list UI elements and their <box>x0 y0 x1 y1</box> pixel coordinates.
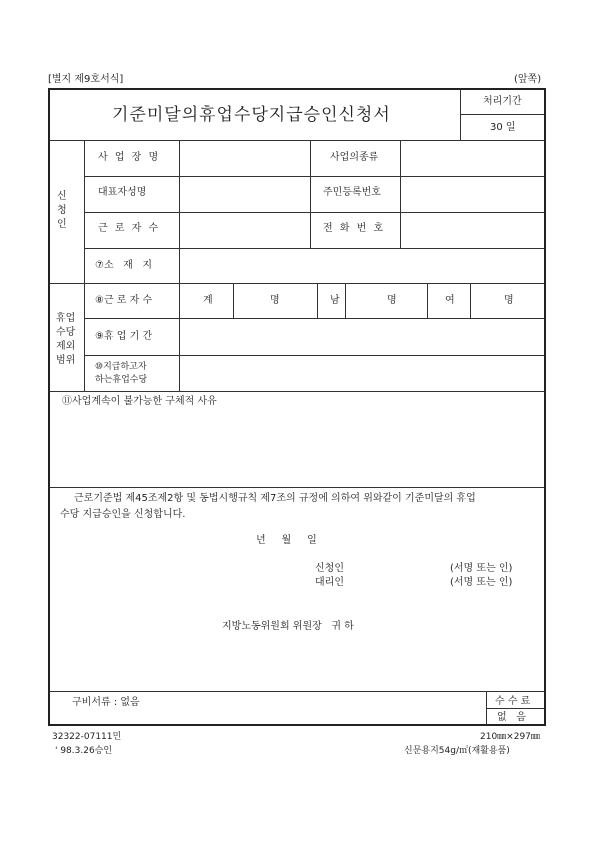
workers-label: 근 로 자 수 <box>98 223 161 234</box>
paper-type: 신문용지54g/㎡(재활용품) <box>404 746 510 756</box>
applicant-label: 신청인 <box>315 563 344 574</box>
female-unit: 명 <box>504 295 514 306</box>
page-side: (앞쪽) <box>514 74 542 85</box>
reason-label: ⑪사업계속이 불가능한 구체적 사유 <box>62 396 217 407</box>
applicant-group-label: 신 청 인 <box>57 191 67 230</box>
required-documents: 구비서류 : 없음 <box>72 697 140 708</box>
statement-line-2: 수당 지급승인을 신청합니다. <box>60 509 186 520</box>
processing-label: 처리기간 <box>483 96 522 107</box>
total-label: 계 <box>203 295 213 306</box>
frame-right <box>544 88 546 726</box>
business-name-label: 사 업 장 명 <box>98 152 161 163</box>
period-label: ⑨휴 업 기 간 <box>95 331 153 342</box>
agent-sign: (서명 또는 인) <box>450 577 513 588</box>
address-label: ⑦소 재 지 <box>95 260 153 271</box>
male-label: 남 <box>330 295 340 306</box>
agent-label: 대리인 <box>315 577 344 588</box>
form-code: 32322-07111민 <box>52 732 122 742</box>
addressee: 지방노동위원회 위원장 귀 하 <box>222 621 354 632</box>
representative-label: 대표자성명 <box>98 187 147 198</box>
allowance-label-1: ⑩지급하고자 <box>95 362 147 372</box>
statement-line-1: 근로기준법 제45조제2항 및 동법시행규칙 제7조의 규정에 의하여 위와같이 기준미달의 휴업 <box>74 493 476 504</box>
processing-value: 30 일 <box>490 122 516 133</box>
date-line: 년 월 일 <box>256 535 317 546</box>
phone-label: 전 화 번 호 <box>323 223 386 234</box>
form-title: 기준미달의휴업수당지급승인신청서 <box>112 105 391 125</box>
allowance-label-2: 하는휴업수당 <box>95 375 148 385</box>
resident-number-label: 주민등록번호 <box>323 187 381 198</box>
form-number: [별지 제9호서식] <box>48 74 124 85</box>
business-type-label: 사업의종류 <box>330 152 379 163</box>
frame-top <box>48 88 546 90</box>
paper-size: 210㎜×297㎜ <box>480 732 540 742</box>
scope-workers-label: ⑧근 로 자 수 <box>95 295 153 306</box>
frame-left <box>48 88 50 726</box>
male-unit: 명 <box>387 295 397 306</box>
total-unit: 명 <box>270 295 280 306</box>
approval-date: ' 98.3.26승인 <box>55 746 113 756</box>
applicant-sign: (서명 또는 인) <box>450 563 513 574</box>
female-label: 여 <box>445 295 455 306</box>
scope-group-label: 휴업 수당 제외 범위 <box>56 313 76 366</box>
fee-value: 없 음 <box>497 712 526 723</box>
frame-bottom <box>48 724 546 726</box>
fee-label: 수 수 료 <box>495 696 531 707</box>
